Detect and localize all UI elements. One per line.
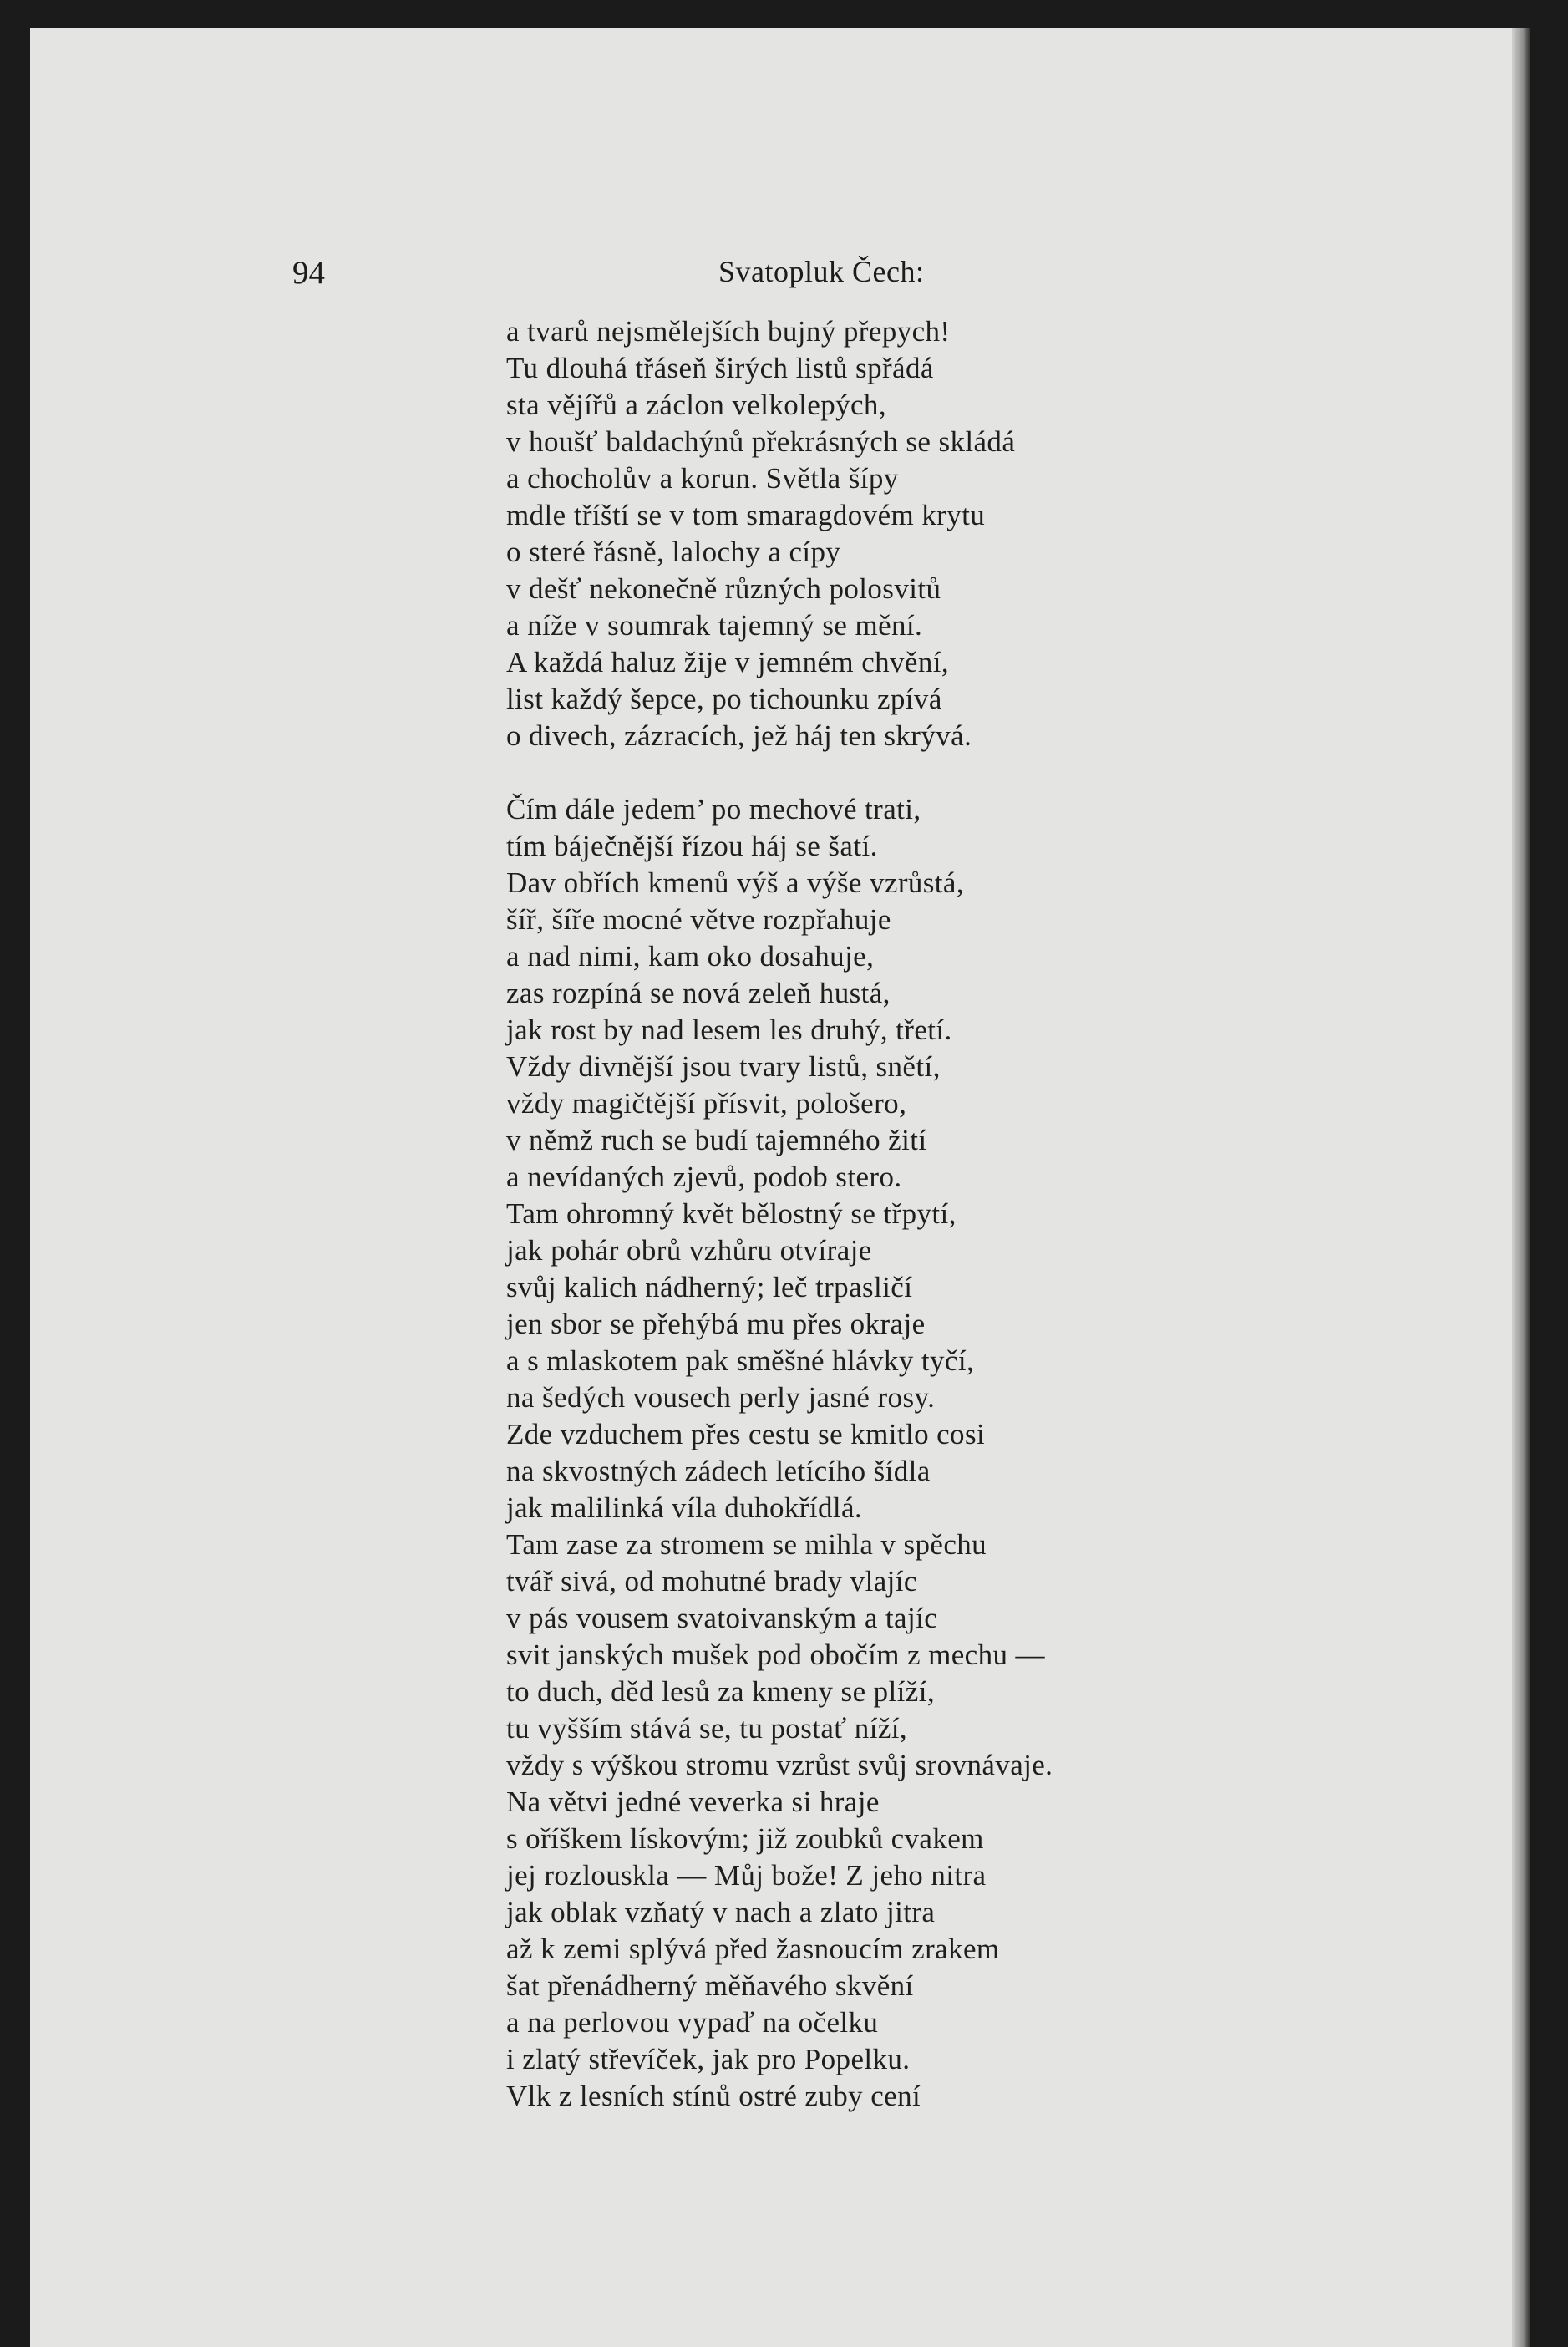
poem-line: a na perlovou vypaď na očelku	[506, 2006, 879, 2039]
poem-line: vždy magičtější přísvit, pološero,	[506, 1087, 907, 1120]
poem-line: Vždy divnější jsou tvary listů, snětí,	[506, 1050, 941, 1083]
poem-line: to duch, děd lesů za kmeny se plíží,	[506, 1675, 936, 1708]
poem-line: šat přenádherný měňavého skvění	[506, 1969, 914, 2002]
poem-line: tvář sivá, od mohutné brady vlajíc	[506, 1565, 917, 1598]
poem-line: Tam zase za stromem se mihla v spěchu	[506, 1528, 987, 1561]
poem-line: na skvostných zádech letícího šídla	[506, 1455, 931, 1487]
poem-line: na šedých vousech perly jasné rosy.	[506, 1381, 936, 1414]
poem-line: a níže v soumrak tajemný se mění.	[506, 609, 923, 642]
poem-line: Tam ohromný květ bělostný se třpytí,	[506, 1197, 957, 1230]
poem-line: mdle tříští se v tom smaragdovém krytu	[506, 499, 986, 531]
poem-line: a nad nimi, kam oko dosahuje,	[506, 940, 875, 973]
poem-line: a tvarů nejsmělejších bujný přepych!	[506, 315, 951, 348]
stanza-2	[506, 791, 1492, 2115]
poem-line: Na větvi jedné veverka si hraje	[506, 1786, 880, 1818]
running-head: Svatopluk Čech:	[718, 255, 925, 288]
poem-line: o divech, zázracích, jež háj ten skrývá.	[506, 719, 972, 752]
poem-line: jak oblak vzňatý v nach a zlato jitra	[506, 1896, 936, 1928]
page-header	[30, 229, 1530, 296]
poem-line: v němž ruch se budí tajemného žití	[506, 1124, 927, 1156]
poem-line: Zde vzduchem přes cestu se kmitlo cosi	[506, 1418, 986, 1450]
poem-line: svůj kalich nádherný; leč trpasličí	[506, 1271, 913, 1303]
poem-line: Dav obřích kmenů výš a výše vzrůstá,	[506, 866, 965, 899]
poem-line: Tu dlouhá třáseň širých listů spřádá	[506, 352, 934, 384]
page-spine-shadow	[1512, 28, 1530, 2347]
poem-line: až k zemi splývá před žasnoucím zrakem	[506, 1933, 1000, 1965]
book-page	[30, 28, 1530, 2347]
poem-line: v dešť nekonečně různých polosvitů	[506, 572, 941, 605]
poem-line: svit janských mušek pod obočím z mechu —	[506, 1638, 1045, 1671]
poem-line: list každý šepce, po tichounku zpívá	[506, 683, 942, 715]
poem-line: s oříškem lískovým; již zoubků cvakem	[506, 1822, 984, 1855]
poem-line: Vlk z lesních stínů ostré zuby cení	[506, 2080, 921, 2112]
poem-line: vždy s výškou stromu vzrůst svůj srovnávaje.	[506, 1749, 1053, 1781]
poem-line: zas rozpíná se nová zeleň hustá,	[506, 977, 891, 1009]
page-number: 94	[292, 255, 325, 291]
poem-line: A každá haluz žije v jemném chvění,	[506, 646, 950, 678]
poem-line: sta vějířů a záclon velkolepých,	[506, 389, 886, 421]
poem-text	[506, 313, 1492, 2115]
poem-line: a s mlaskotem pak směšné hlávky tyčí,	[506, 1344, 975, 1377]
poem-line: v pás vousem svatoivanským a tajíc	[506, 1602, 938, 1634]
poem-line: i zlatý střevíček, jak pro Popelku.	[506, 2043, 911, 2075]
poem-line: jen sbor se přehýbá mu přes okraje	[506, 1308, 926, 1340]
poem-line: jak rost by nad lesem les druhý, třetí.	[506, 1013, 952, 1046]
poem-line: o steré řásně, lalochy a cípy	[506, 536, 841, 568]
poem-line: a nevídaných zjevů, podob stero.	[506, 1161, 902, 1193]
poem-line: v houšť baldachýnů překrásných se skládá	[506, 425, 1016, 458]
poem-line: jak pohár obrů vzhůru otvíraje	[506, 1234, 872, 1267]
poem-line: tu vyšším stává se, tu postať níží,	[506, 1712, 908, 1745]
poem-line: tím báječnější řízou háj se šatí.	[506, 830, 878, 862]
poem-line: Čím dále jedem’ po mechové trati,	[506, 793, 921, 826]
poem-line: jak malilinká víla duhokřídlá.	[506, 1491, 863, 1524]
poem-line: a chocholův a korun. Světla šípy	[506, 462, 899, 495]
stanza-1	[506, 313, 1492, 754]
poem-line: šíř, šíře mocné větve rozpřahuje	[506, 903, 891, 936]
stanza-break	[506, 754, 1492, 791]
poem-line: jej rozlouskla — Můj bože! Z jeho nitra	[506, 1859, 987, 1892]
